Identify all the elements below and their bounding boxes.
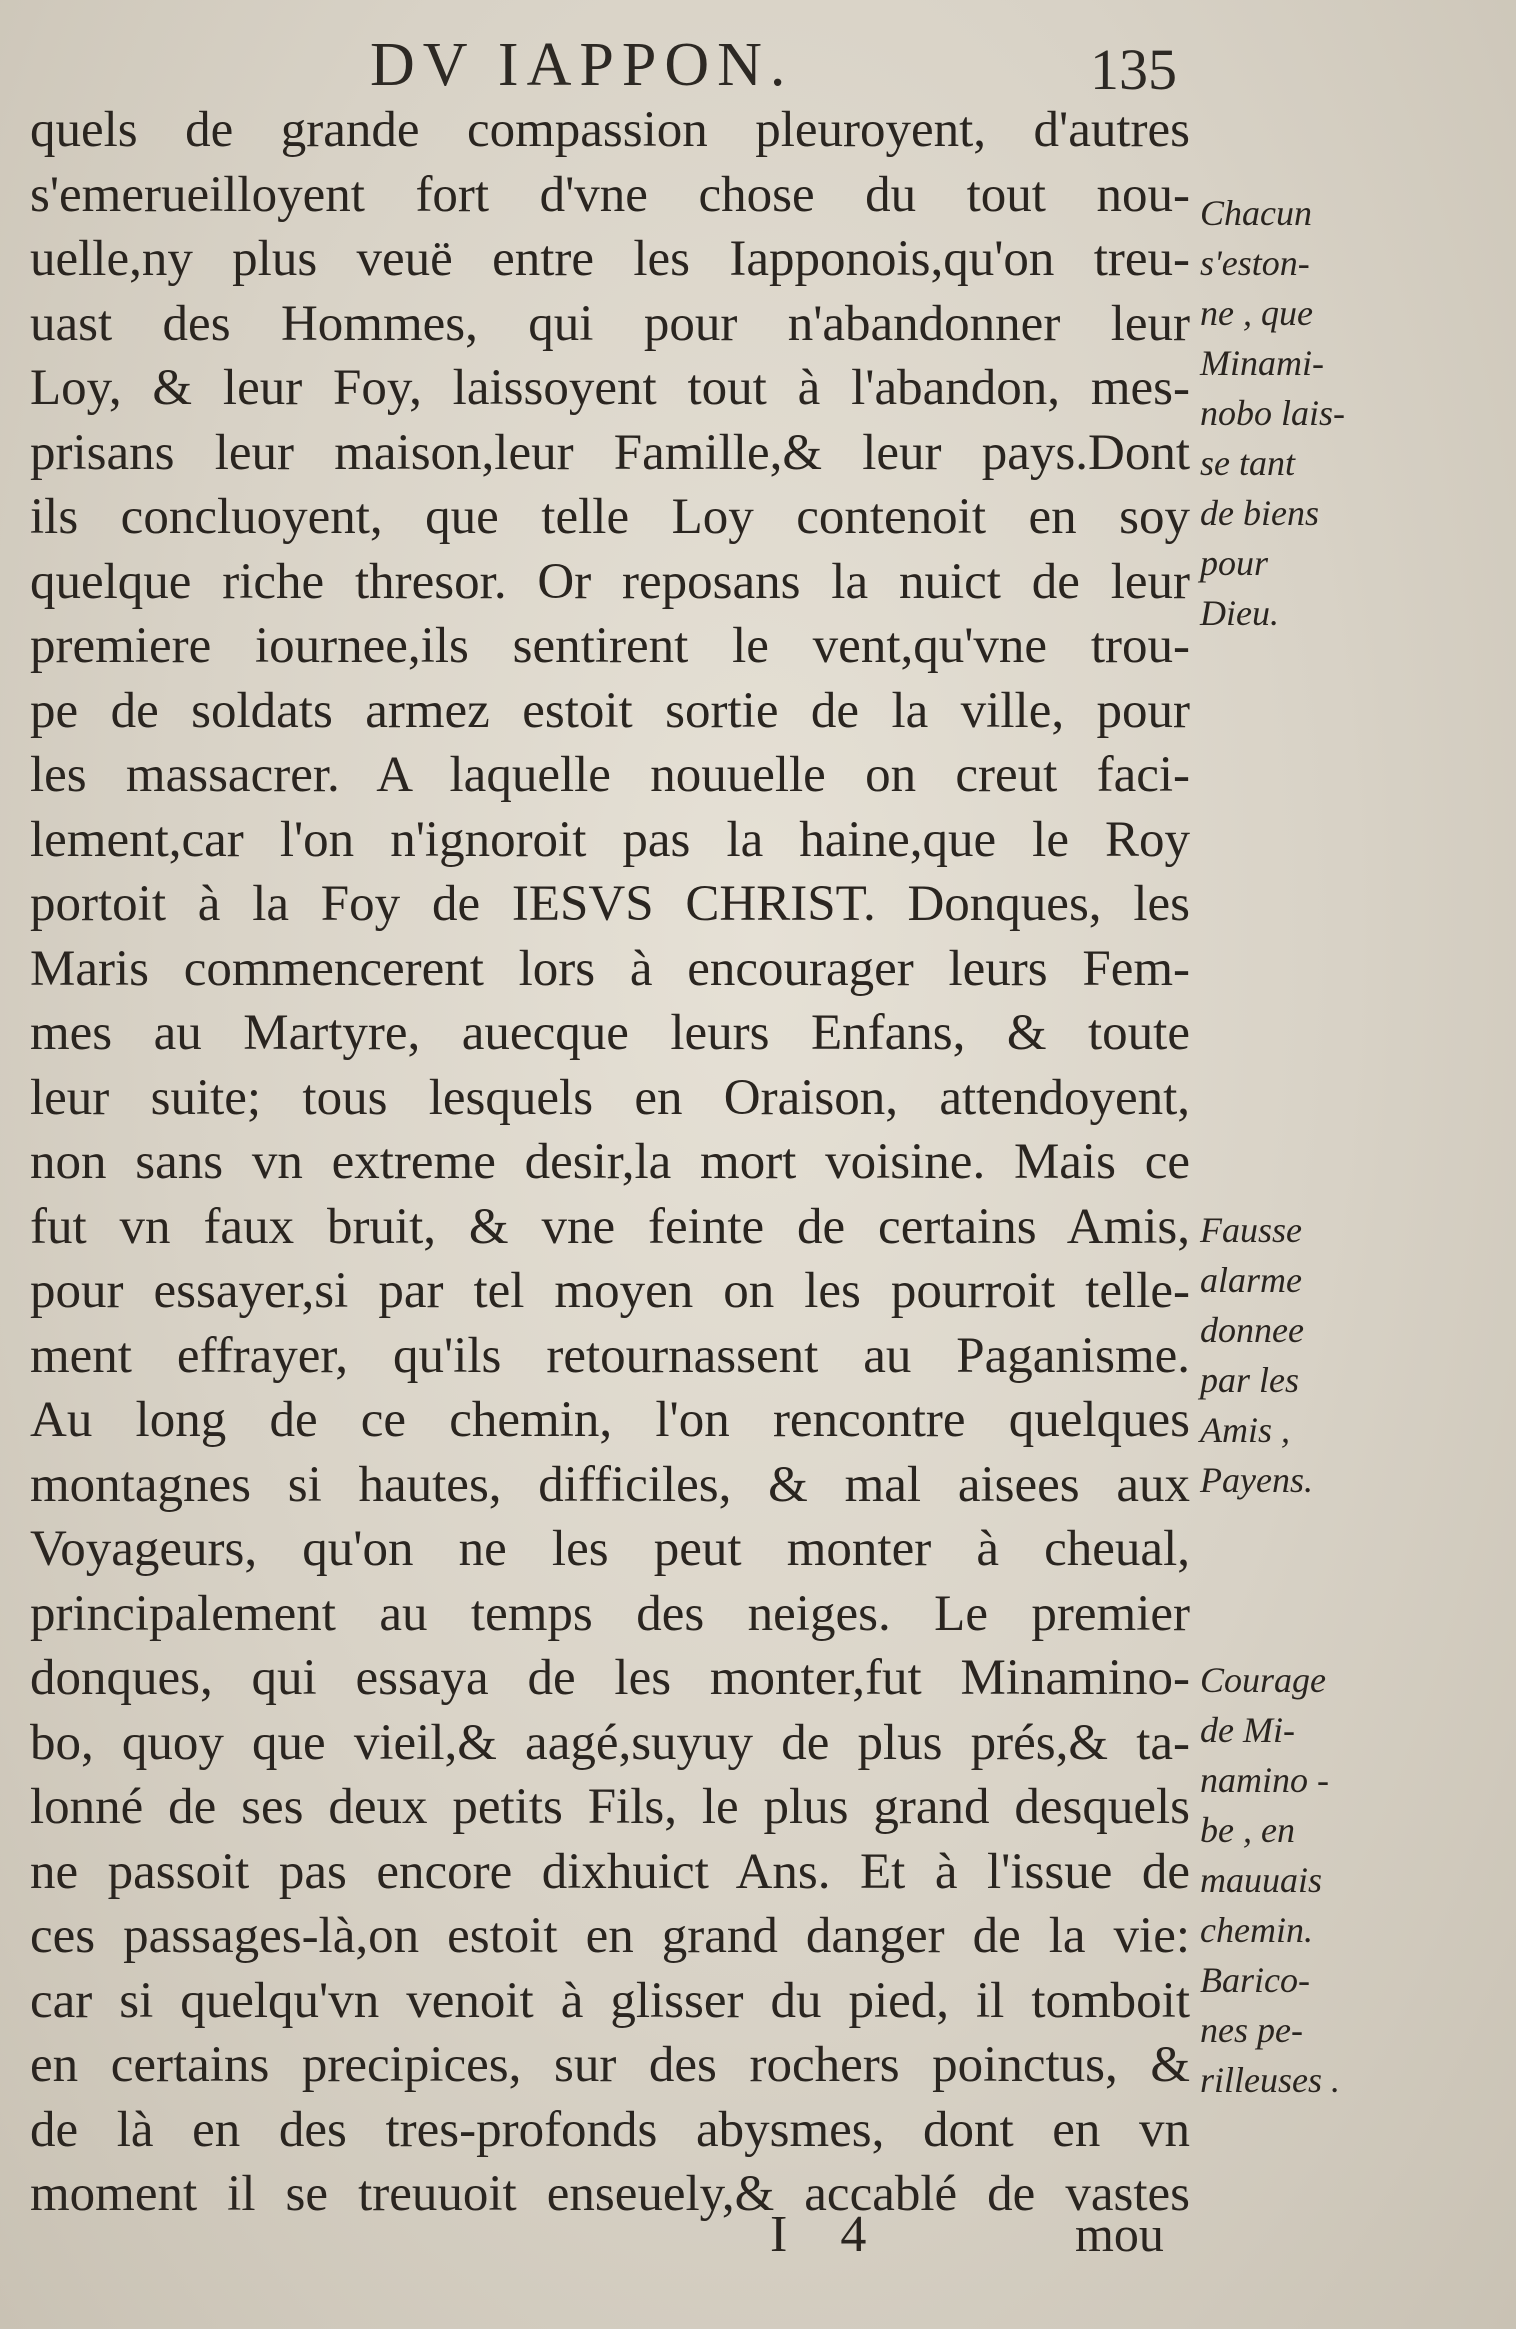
- note-line: s'eston-: [1200, 243, 1310, 283]
- text-line: uast des Hommes, qui pour n'abandonner leur: [30, 295, 1190, 352]
- text-line: ment effrayer, qu'ils retournassent au Paganisme.: [30, 1327, 1190, 1384]
- text-line: Maris commencerent lors à encourager leurs Fem-: [30, 940, 1190, 997]
- note-line: be , en: [1200, 1810, 1295, 1850]
- signature-mark: I 4: [770, 2206, 887, 2263]
- text-line: premiere iournee,ils sentirent le vent,qu'vne trou-: [30, 618, 1190, 674]
- text-line: car si quelqu'vn venoit à glisser du pied, il tomboit: [30, 1972, 1190, 2029]
- text-line: s'emerueilloyent fort d'vne chose du tout nou-: [30, 166, 1190, 223]
- text-line: quels de grande compassion pleuroyent, d'autres: [30, 102, 1190, 158]
- note-line: Courage: [1200, 1660, 1326, 1700]
- note-line: nes pe-: [1200, 2010, 1303, 2050]
- text-line: montagnes si hautes, difficiles, & mal aisees aux: [30, 1456, 1190, 1513]
- text-line: leur suite; tous lesquels en Oraison, attendoyent,: [30, 1069, 1190, 1126]
- text-line: donques, qui essaya de les monter,fut Minamino-: [30, 1650, 1190, 1706]
- margin-note-courage: [1200, 1655, 1380, 2105]
- text-line: non sans vn extreme desir,la mort voisine. Mais ce: [30, 1134, 1190, 1190]
- text-line: mes au Martyre, auecque leurs Enfans, & toute: [30, 1005, 1190, 1061]
- text-line: bo, quoy que vieil,& aagé,suyuy de plus prés,& ta-: [30, 1714, 1190, 1771]
- note-line: par les: [1200, 1360, 1299, 1400]
- page-number: 135: [1090, 37, 1177, 102]
- note-line: Payens.: [1200, 1460, 1313, 1500]
- text-line: portoit à la Foy de IESVS CHRIST. Donques, les: [30, 876, 1190, 932]
- note-line: namino -: [1200, 1760, 1329, 1800]
- note-line: chemin.: [1200, 1910, 1313, 1950]
- text-line: moment il se treuuoit enseuely,& accablé de vastes: [30, 2166, 1190, 2222]
- text-line: les massacrer. A laquelle nouuelle on creut faci-: [30, 747, 1190, 803]
- text-line: principalement au temps des neiges. Le premier: [30, 1585, 1190, 1642]
- catchword: mou: [1075, 2206, 1164, 2262]
- note-line: Fausse: [1200, 1210, 1302, 1250]
- note-line: de Mi-: [1200, 1710, 1295, 1750]
- text-line: pe de soldats armez estoit sortie de la ville, pour: [30, 682, 1190, 739]
- text-line: quelque riche thresor. Or reposans la nuict de leur: [30, 553, 1190, 610]
- note-line: rilleuses .: [1200, 2060, 1340, 2100]
- note-line: se tant: [1200, 443, 1295, 483]
- note-line: de biens: [1200, 493, 1319, 533]
- running-title: DV IAPPON.: [370, 31, 794, 99]
- note-line: mauuais: [1200, 1860, 1323, 1900]
- note-line: alarme: [1200, 1260, 1302, 1300]
- note-line: Dieu.: [1200, 593, 1279, 633]
- text-line: ne passoit pas encore dixhuict Ans. Et à l'issue de: [30, 1843, 1190, 1900]
- text-line: de là en des tres-profonds abysmes, dont en vn: [30, 2101, 1190, 2158]
- text-line: Loy, & leur Foy, laissoyent tout à l'abandon, mes-: [30, 360, 1190, 416]
- margin-note-chacun: [1200, 188, 1380, 638]
- note-line: Amis ,: [1200, 1410, 1290, 1450]
- note-line: ne , que: [1200, 293, 1313, 333]
- text-line: lement,car l'on n'ignoroit pas la haine,que le Roy: [30, 811, 1190, 868]
- text-line: en certains precipices, sur des rochers poinctus, &: [30, 2037, 1190, 2093]
- text-line: pour essayer,si par tel moyen on les pourroit telle-: [30, 1263, 1190, 1319]
- text-line: Au long de ce chemin, l'on rencontre quelques: [30, 1392, 1190, 1448]
- note-line: donnee: [1200, 1310, 1304, 1350]
- text-line: ces passages-là,on estoit en grand danger de la vie:: [30, 1908, 1190, 1964]
- text-line: ils concluoyent, que telle Loy contenoit en soy: [30, 489, 1190, 545]
- text-line: lonné de ses deux petits Fils, le plus grand desquels: [30, 1779, 1190, 1835]
- note-line: nobo lais-: [1200, 393, 1346, 433]
- text-line: Voyageurs, qu'on ne les peut monter à cheual,: [30, 1521, 1190, 1577]
- note-line: Barico-: [1200, 1960, 1310, 2000]
- text-line: fut vn faux bruit, & vne feinte de certains Amis,: [30, 1198, 1190, 1255]
- page-footer: [0, 2205, 1516, 2275]
- text-line: uelle,ny plus veuë entre les Iapponois,qu'on treu-: [30, 231, 1190, 287]
- text-line: prisans leur maison,leur Famille,& leur pays.Dont: [30, 424, 1190, 481]
- note-line: Chacun: [1200, 193, 1312, 233]
- margin-note-fausse-alarme: [1200, 1205, 1380, 1505]
- note-line: Minami-: [1200, 343, 1324, 383]
- note-line: pour: [1200, 543, 1269, 583]
- body-text: [30, 98, 1190, 2227]
